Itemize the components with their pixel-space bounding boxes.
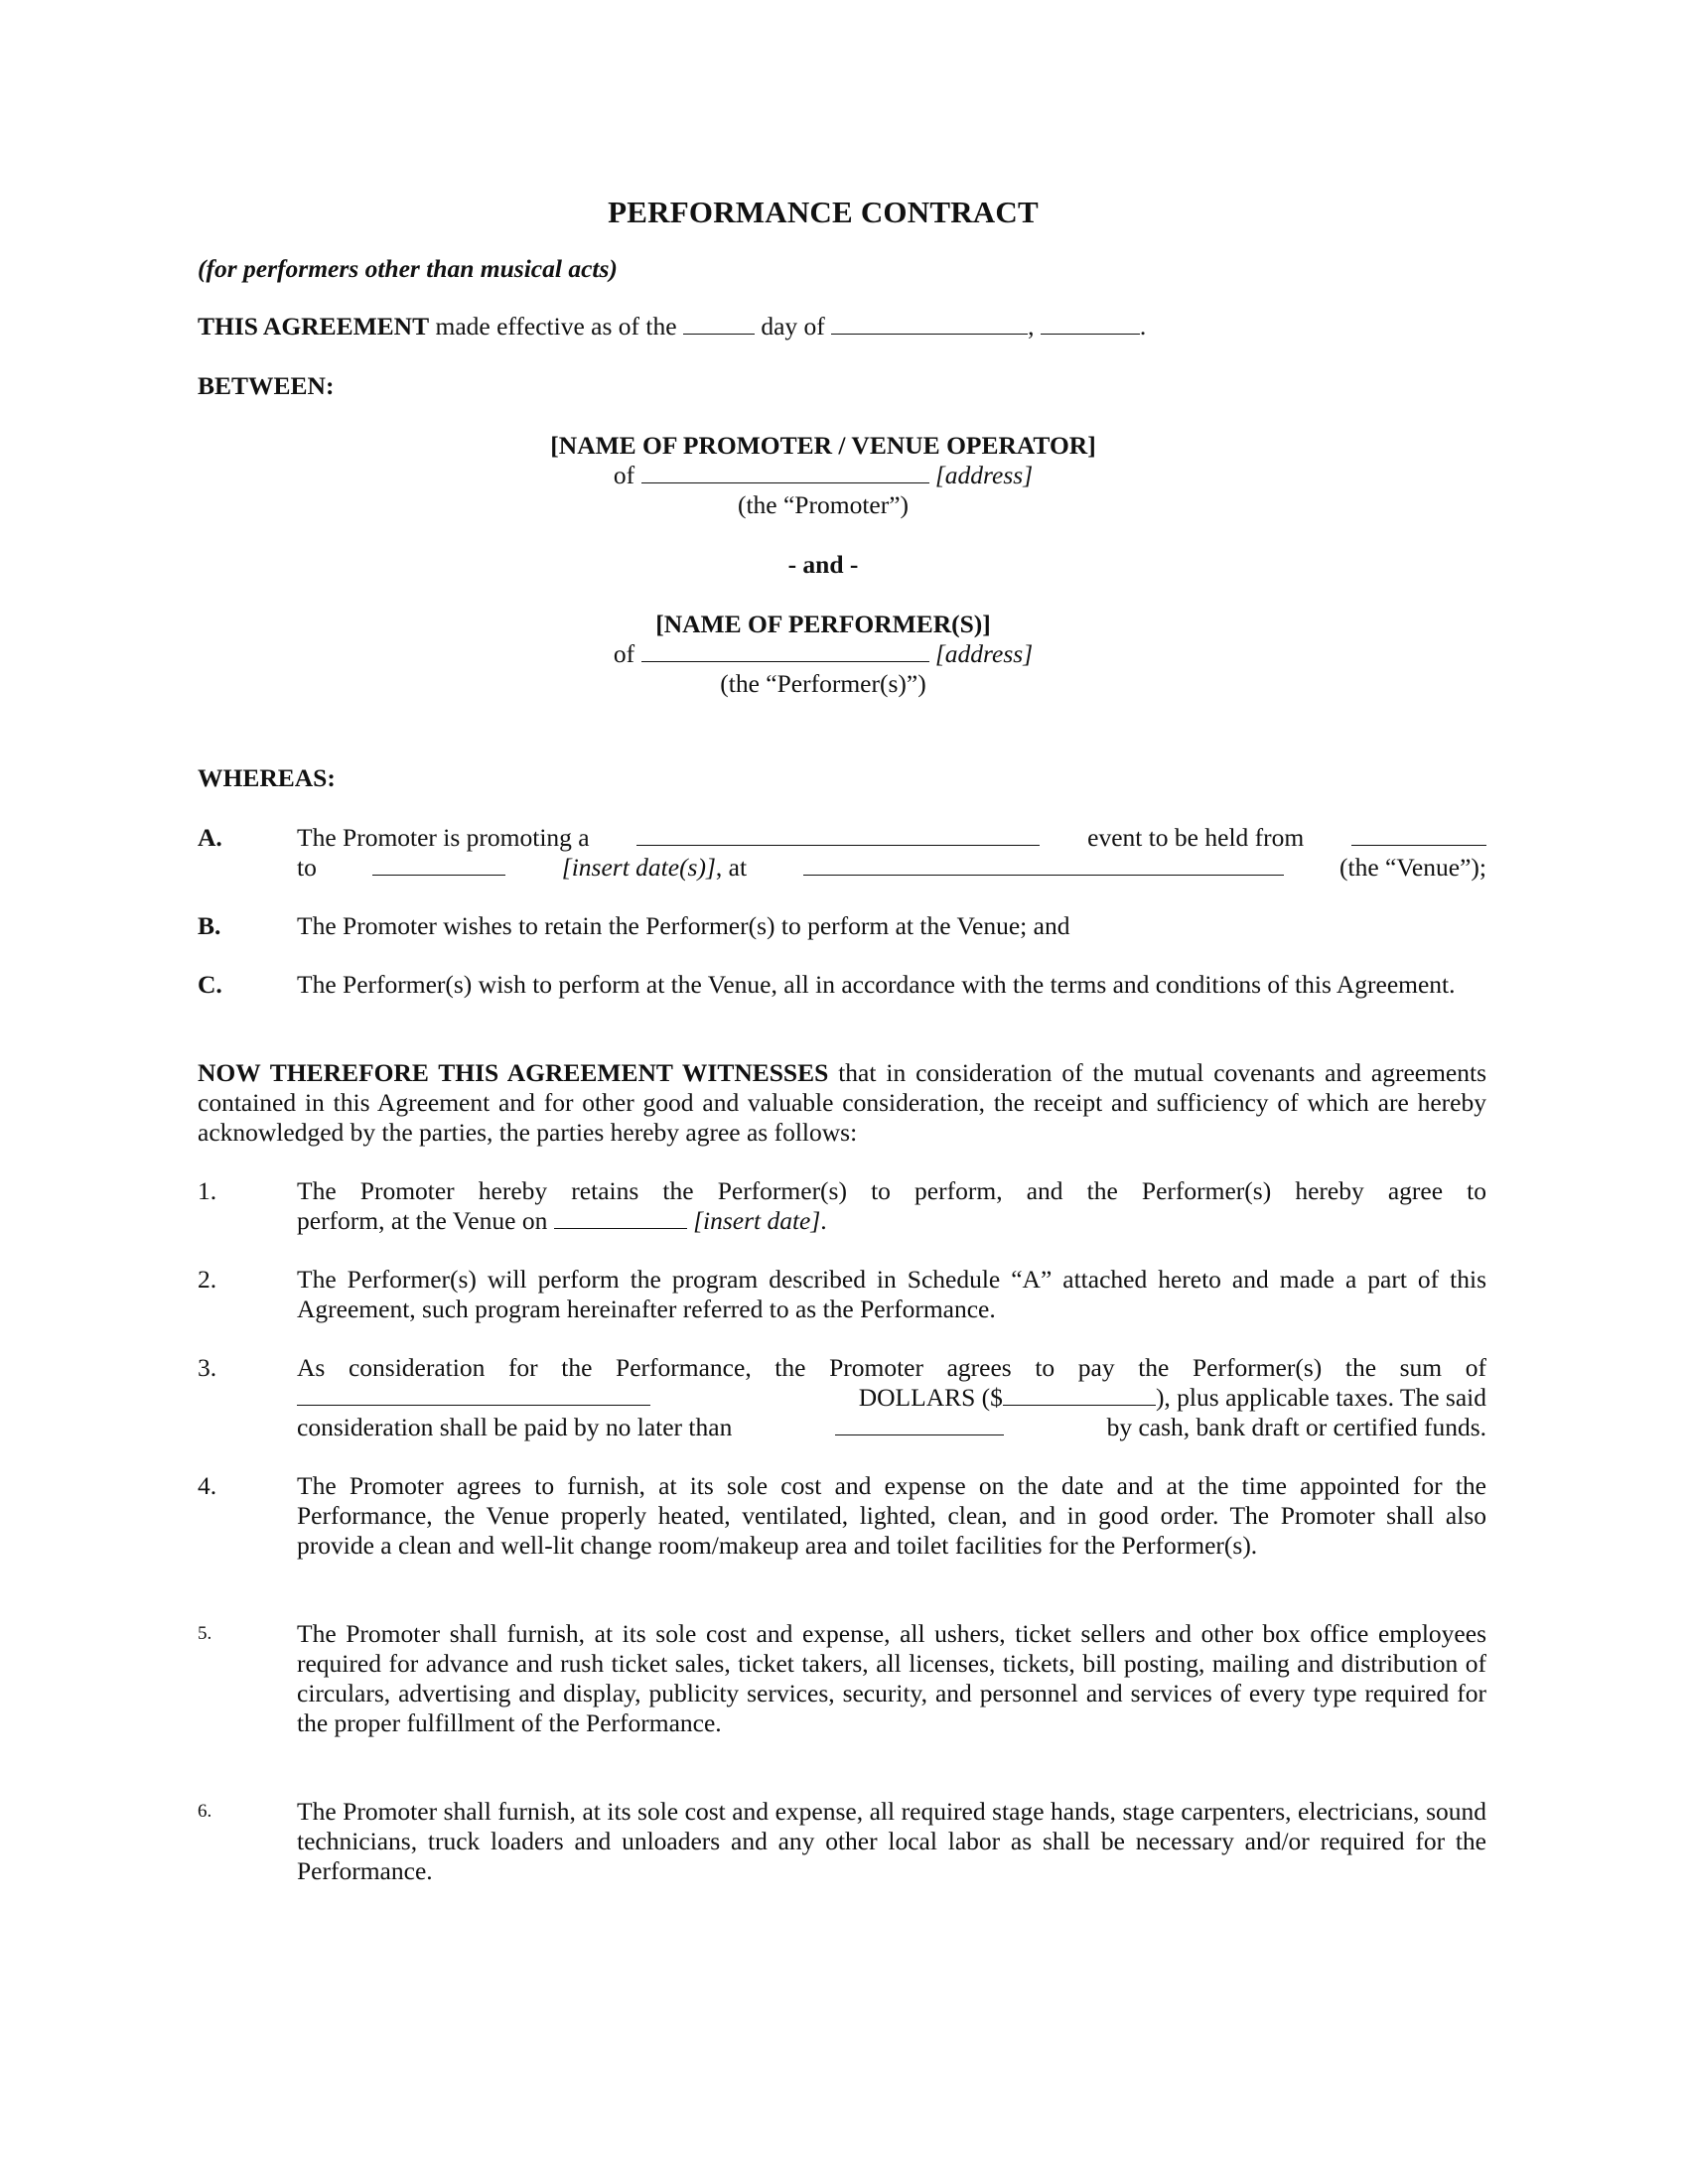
performance-date-blank[interactable] [554,1206,687,1229]
recital-a-date-hint: [insert date(s)] [561,853,716,882]
performer-address-blank[interactable] [641,639,929,662]
clause-text [297,1353,1486,1442]
year-blank[interactable] [1041,312,1140,335]
clause-2 [198,1265,1486,1324]
agreement-intro [198,312,1146,341]
recital-label: B. [198,911,221,940]
now-therefore-lead: NOW THEREFORE THIS AGREEMENT WITNESSES [198,1058,829,1087]
payment-deadline-blank[interactable] [835,1413,1004,1435]
clause-label: 6. [198,1801,212,1822]
and-separator: - and - [787,550,859,579]
clause-1-line-2 [297,1206,827,1235]
clause-text: The Promoter shall furnish, at its sole cost and expense, all ushers, ticket sellers and other box office employees required for advance and rush ticket sales, ticket takers, all licenses, tickets, bill posting, mailing and distribution of circulars, advertising and display, publicity services, security, and personnel and services of every type required for the proper fulfillment of the Performance. [297,1619,1486,1737]
performer-defined-as: (the “Performer(s)”) [720,669,926,698]
recital-a [198,823,1486,883]
clause-3-text-2a: DOLLARS ($ [858,1383,1003,1412]
clause-3-line-1: As consideration for the Performance, the Promoter agrees to pay the Performer(s) the sum of [297,1353,1486,1382]
event-start-blank[interactable] [1351,823,1486,846]
clause-3 [198,1353,1486,1442]
recital-label: A. [198,823,222,852]
intro-text-2: day of [754,312,832,341]
clause-label: 1. [198,1176,217,1205]
performer-name: [NAME OF PERFORMER(S)] [655,610,991,638]
event-end-blank[interactable] [372,853,505,876]
performer-address-hint: [address] [934,639,1034,668]
promoter-address-blank[interactable] [641,461,929,483]
month-blank[interactable] [831,312,1028,335]
intro-lead: THIS AGREEMENT [198,312,430,341]
clause-4 [198,1471,1486,1561]
clause-label: 2. [198,1265,217,1294]
now-therefore-paragraph [198,1058,1486,1148]
venue-blank[interactable] [803,853,1284,876]
promoter-name: [NAME OF PROMOTER / VENUE OPERATOR] [550,431,1096,460]
clause-text: The Performer(s) will perform the program described in Schedule “A” attached hereto and made a part of this Agreement, such program hereinafter referred to as the Performance. [297,1265,1486,1323]
whereas-label: WHEREAS: [198,763,336,792]
clause-3-text-3b: by cash, bank draft or certified funds. [1106,1413,1486,1441]
promoter-defined-as: (the “Promoter”) [737,490,910,519]
recital-a-text-2c: (the “Venue”); [1339,853,1486,882]
recital-text [297,823,1486,883]
recital-a-text-1b: event to be held from [1087,823,1305,852]
clause-text: The Promoter agrees to furnish, at its sole cost and expense on the date and at the time appointed for the Performance, the Venue properly heated, ventilated, lighted, clean, and in good order. The Promoter shall also provide a clean and well-lit change room/makeup area and toilet facilities for the Performer(s). [297,1471,1486,1560]
performer-of: of [613,639,641,668]
clause-3-line-3 [297,1413,1486,1442]
recital-a-line-2 [297,853,1486,883]
promoter-address-hint: [address] [934,461,1034,489]
clause-label: 4. [198,1471,217,1500]
clause-1-text-2a: perform, at the Venue on [297,1206,554,1235]
intro-text-3: , [1028,312,1041,341]
recital-a-text-1a: The Promoter is promoting a [297,823,590,852]
amount-figures-blank[interactable] [1003,1383,1156,1406]
clause-1-text-2b: . [820,1206,827,1235]
clause-text [297,1176,1486,1236]
recital-text: The Promoter wishes to retain the Performer(s) to perform at the Venue; and [297,911,1070,940]
intro-text-1: made effective as of the [429,312,683,341]
document-title: PERFORMANCE CONTRACT [608,195,1039,229]
clause-label: 5. [198,1623,212,1644]
document-subtitle: (for performers other than musical acts) [198,254,618,283]
clause-3-text-3a: consideration shall be paid by no later than [297,1413,733,1441]
amount-words-blank[interactable] [297,1383,650,1406]
clause-1 [198,1176,1486,1236]
event-type-blank[interactable] [636,823,1040,846]
clause-5 [198,1619,1486,1738]
recital-text: The Performer(s) wish to perform at the Venue, all in accordance with the terms and conditions of this Agreement. [297,970,1456,999]
promoter-address-line [0,461,1646,490]
clause-text: The Promoter shall furnish, at its sole cost and expense, all required stage hands, stage carpenters, electricians, sound technicians, truck loaders and unloaders and any other local labor as shall be necessary and/or required for the Performance. [297,1797,1486,1885]
recital-a-text-2b: , at [715,853,748,882]
recital-b [198,911,1486,941]
clause-6 [198,1797,1486,1886]
recital-a-text-2a: to [297,853,317,882]
intro-text-4: . [1139,312,1147,341]
promoter-of: of [613,461,641,489]
clause-1-line-1: The Promoter hereby retains the Performer(s) to perform, and the Performer(s) hereby agree to [297,1176,1486,1205]
clause-1-date-hint: [insert date] [693,1206,821,1235]
between-label: BETWEEN: [198,371,335,400]
recital-c [198,970,1486,1000]
clause-3-text-2b: ), plus applicable taxes. The said [1155,1383,1486,1412]
clause-3-line-2 [297,1383,1486,1413]
clause-label: 3. [198,1353,217,1382]
day-blank[interactable] [683,312,755,335]
recital-a-line-1 [297,823,1486,853]
recital-label: C. [198,970,222,999]
now-therefore-text: that in consideration of the mutual covenants and agreements contained in this Agreement and for other good and valuable consideration, the receipt and sufficiency of which are hereby acknowledged by the parties, the parties hereby agree as follows: [198,1058,1486,1147]
performer-address-line [0,639,1646,669]
